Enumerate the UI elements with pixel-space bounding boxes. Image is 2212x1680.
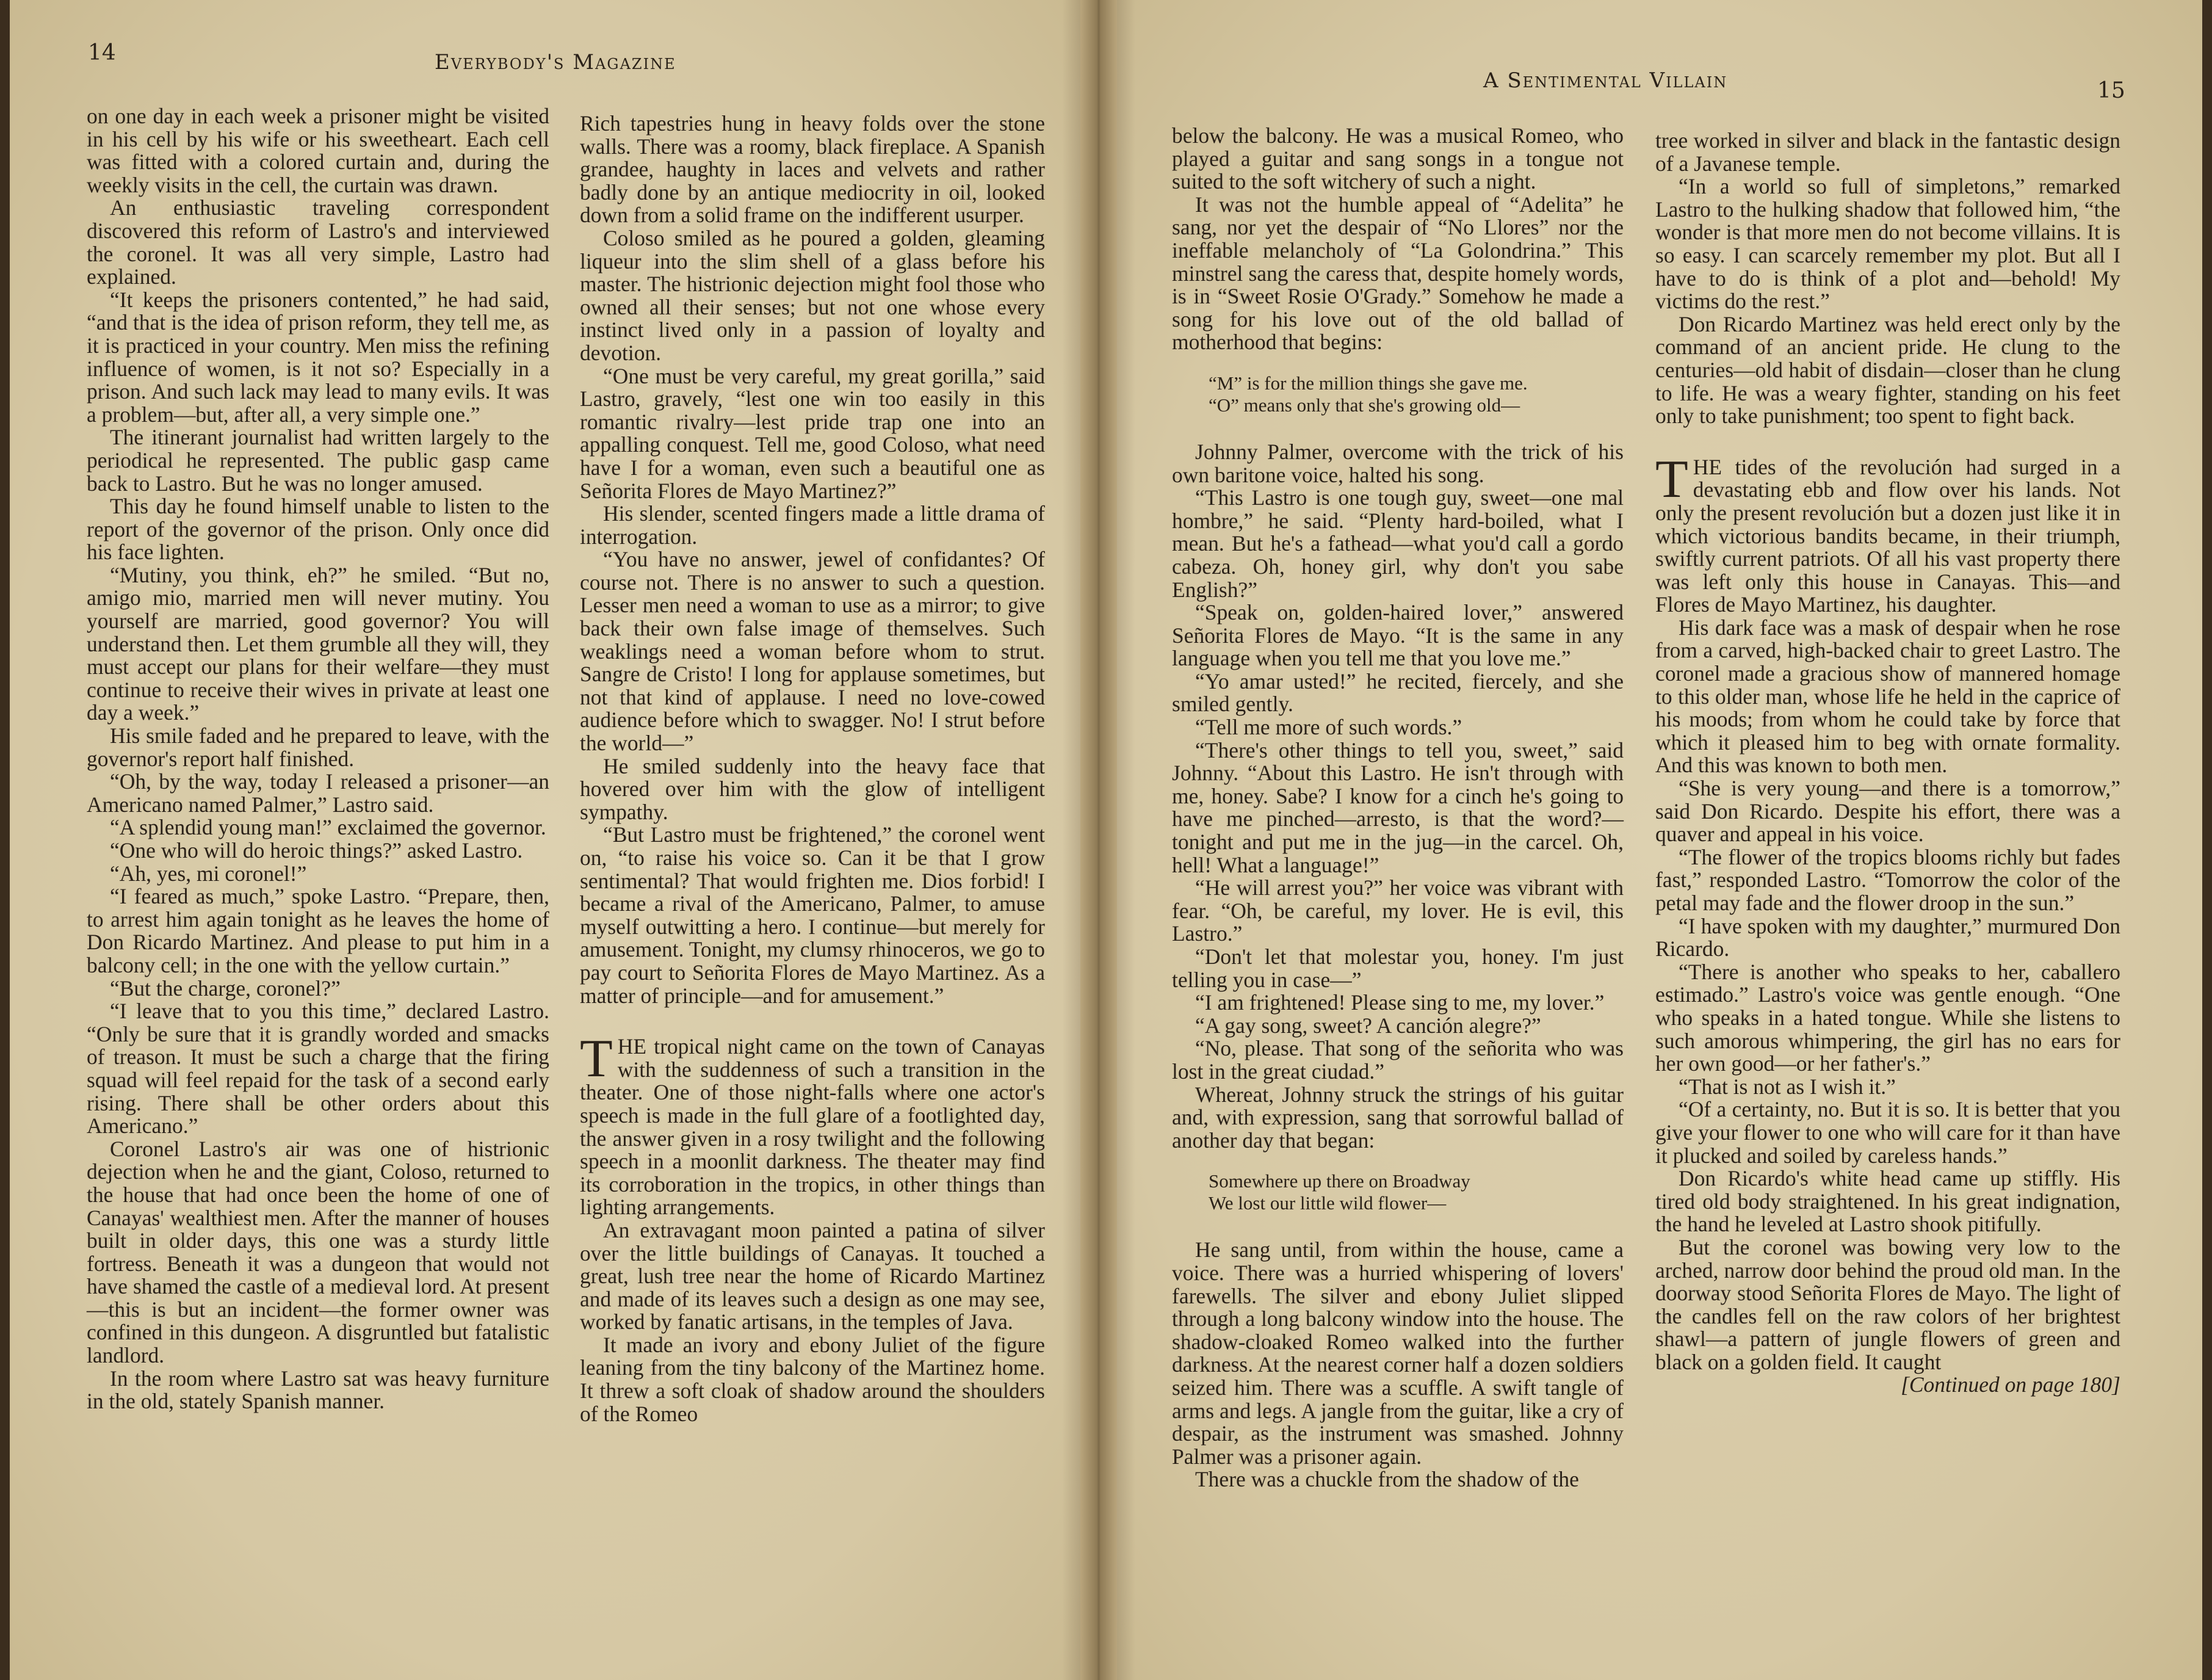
paragraph: “I feared as much,” spoke Lastro. “Prepare, then, to arrest him again tonight as he leaves the home of Don Ricardo Martinez. And please to put him in a balcony cell; in the one with the yellow curtain.” [87,884,549,977]
paragraph: The itinerant journalist had written largely to the periodical he represented. The public gasp came back to Lastro. But he was no longer amused. [87,425,549,496]
right-column-1 [1172,125,1624,1491]
paragraph: But the coronel was bowing very low to the arched, narrow door behind the proud old man. In the doorway stood Señorita Flores de Mayo. The light of the candles fell on the raw colors of her brightest shawl—a pattern of jungle flowers of green and black on a golden field. It caught [1655,1234,2120,1374]
section-text: HE tropical night came on the town of Canayas with the suddenness of such a transition in the theater. One of those night-falls where one actor's speech is made in the full glare of a footlighted day, the answer given in a rosy twilight and the following speech in a moonlit darkness. The theater may find its corroboration in the tropics, in other things than lighting arrangements. [580,1034,1045,1220]
verse-quote [1209,1170,1624,1214]
paragraph: Don Ricardo's white head came up stiffly. His tired old body straightened. In his great indignation, the hand he leveled at Lastro shook pitifully. [1655,1166,2120,1237]
paragraph: “In a world so full of simpletons,” remarked Lastro to the hulking shadow that followed him, “the wonder is that more men do not become villains. It is so easy. I can scarcely remember my plot. But all I have to do is think of a plot and—behold! My victims do the rest.” [1655,174,2120,314]
drop-cap: T [580,1029,613,1089]
paragraph: “One must be very careful, my great gorilla,” said Lastro, gravely, “lest one win too easily in this romantic rivalry—lest pride trap one into an appalling conquest. Tell me, good Coloso, what need have I for a woman, even such a beautiful one as Señorita Flores de Mayo Martinez?” [580,363,1045,503]
paragraph: “There's other things to tell you, sweet,” said Johnny. “About this Lastro. He isn't through with me, honey. Sabe? I know for a cinch he's going to have me pinched—arresto, is that the word?—tonight and put me in the jug—in the carcel. Oh, hell! What a language!” [1172,737,1624,877]
left-page [0,0,1099,1680]
paragraph: Coloso smiled as he poured a golden, gleaming liqueur into the slim shell of a glass before his master. The histrionic dejection might fool those who owned all their senses; but not one whose every instinct lived only in a passion of loyalty and devotion. [580,225,1045,365]
left-column-2 [580,112,1045,1425]
paragraph: He sang until, from within the house, came a voice. There was a hurried whispering of lovers' farewells. The silver and ebony Juliet slipped through a long balcony window into the house. The shadow-cloaked Romeo walked into the further darkness. At the nearest corner half a dozen soldiers seized him. There was a scuffle. A swift tangle of arms and legs. A jangle from the guitar, like a cry of despair, as the instrument was smashed. Johnny Palmer was a prisoner again. [1172,1237,1624,1469]
paragraph: “You have no answer, jewel of confidantes? Of course not. There is no answer to such a question. Lesser men need a woman to use as a mirror; to give back their own false image of themselves. Such weaklings need a woman before whom to strut. Sangre de Cristo! I long for applause sometimes, but not that kind of applause. I need no love-cowed audience before which to swagger. No! I strut before the world—” [580,547,1045,756]
paragraph: “This Lastro is one tough guy, sweet—one mal hombre,” he said. “Plenty hard-boiled, what I mean. But he's a fathead—what you'd call a gordo cabeza. Oh, honey girl, why don't you sabe English?” [1172,485,1624,602]
paragraph: “No, please. That song of the señorita who was lost in the great ciudad.” [1172,1036,1624,1084]
paragraph: His smile faded and he prepared to leave, with the governor's report half finished. [87,723,549,771]
paragraph: “Mutiny, you think, eh?” he smiled. “But no, amigo mio, married men will never mutiny. You yourself are married, good governor? You will understand then. Let them grumble all they will, they must accept our plans for their welfare—they must continue to receive their wives in private at least one day a week.” [87,562,549,725]
paragraph: There was a chuckle from the shadow of the [1195,1467,1579,1492]
left-column-1 [87,105,549,1413]
paragraph: “Yo amar usted!” he recited, fiercely, and she smiled gently. [1172,668,1624,717]
paragraph: “Speak on, golden-haired lover,” answered Señorita Flores de Mayo. “It is the same in any language when you tell me that you love me.” [1172,600,1624,671]
paragraph: An enthusiastic traveling correspondent discovered this reform of Lastro's and interviewed the coronel. It was all very simple, Lastro had explained. [87,195,549,289]
paragraph: tree worked in silver and black in the fantastic design of a Javanese temple. [1655,128,2120,176]
paragraph: below the balcony. He was a musical Romeo, who played a guitar and sang songs in a tongue not suited to the soft witchery of such a night. [1172,123,1624,194]
verse-line: Somewhere up there on Broadway [1209,1170,1470,1192]
paragraph: In the room where Lastro sat was heavy furniture in the old, stately Spanish manner. [87,1366,549,1414]
paragraph: An extravagant moon painted a patina of silver over the little buildings of Canayas. It touched a great, lush tree near the home of Ricardo Martinez and made of its leaves such a design as one may see, worked by fanatic artisans, in the temples of Java. [580,1217,1045,1334]
paragraph: “A splendid young man!” exclaimed the governor. [110,815,546,840]
section-opening-paragraph [1655,449,2120,617]
paragraph: “It keeps the prisoners contented,” he had said, “and that is the idea of prison reform, they tell me, as it is practiced in your country. Men miss the refining influence of women, is it not so? Especially in a prison. And such lack may lead to many evils. It was a problem—but, after all, a very simple one.” [87,287,549,427]
section-opening-paragraph [580,1029,1045,1220]
paragraph: His slender, scented fingers made a little drama of interrogation. [580,501,1045,549]
paragraph: “I leave that to you this time,” declared Lastro. “Only be sure that it is grandly worded and smacks of treason. It must be such a charge that the firing squad will feel repaid for the task of a second early rising. There shall be other orders about this Americano.” [87,999,549,1139]
page-number-right: 15 [2097,78,2125,103]
verse-line: We lost our little wild flower— [1209,1192,1447,1214]
book-spine [1080,0,1117,1680]
verse-line: “M” is for the million things she gave me. [1209,372,1528,394]
paragraph: It was not the humble appeal of “Adelita” he sang, nor yet the despair of “No Llores” nor the ineffable melancholy of “La Golondrina.” This minstrel sang the caress that, despite homely words, is in “Sweet Rosie O'Grady.” Somehow he made a song for his love out of the old ballad of motherhood that begins: [1172,192,1624,355]
paragraph: This day he found himself unable to listen to the report of the governor of the prison. Only once did his face lighten. [87,494,549,565]
paragraph: Rich tapestries hung in heavy folds over the stone walls. There was a roomy, black fireplace. A Spanish grandee, haughty in laces and velvets and rather badly done by an antique mediocrity in oil, looked down from a solid frame on the indifferent usurper. [580,111,1045,228]
paragraph: “There is another who speaks to her, caballero estimado.” Lastro's voice was gentle enough. “One who speaks in a hated tongue. While she listens to such amorous whimpering, the girl has no ears for her own good—or her father's.” [1655,959,2120,1076]
continued-note: [Continued on page 180] [1901,1372,2120,1397]
paragraph: on one day in each week a prisoner might be visited in his cell by his wife or his sweetheart. Each cell was fitted with a colored curtain and, during the weekly visits in the cell, the curtain was drawn. [87,104,549,197]
verse-line: “O” means only that she's growing old— [1209,394,1520,416]
paragraph: “Oh, by the way, today I released a prisoner—an Americano named Palmer,” Lastro said. [87,769,549,817]
section-text: HE tides of the revolución had surged in a devastating ebb and flow over his lands. Not only the present revolución but a dozen just like it in which victorious bandits became, in their triumph, swiftly current patriots. Of all his vast property there was left only this house in Canayas. This—and Flores de Mayo Martinez, his daughter. [1655,454,2120,617]
paragraph: “Don't let that molestar you, honey. I'm just telling you in case—” [1172,944,1624,992]
right-page [1099,0,2212,1680]
paragraph: He smiled suddenly into the heavy face that hovered over him with the glow of intelligent sympathy. [580,753,1045,824]
paragraph: “One who will do heroic things?” asked Lastro. [110,838,523,863]
paragraph: Whereat, Johnny struck the strings of his guitar and, with expression, sang that sorrowful ballad of another day that began: [1172,1082,1624,1153]
paragraph: “Ah, yes, mi coronel!” [110,861,307,886]
paragraph: “Tell me more of such words.” [1195,715,1462,740]
paragraph: “He will arrest you?” her voice was vibrant with fear. “Oh, be careful, my lover. He is evil, this Lastro.” [1172,875,1624,946]
running-head-left: Everybody's Magazine [435,50,676,74]
paragraph: “The flower of the tropics blooms richly but fades fast,” responded Lastro. “Tomorrow the color of the petal may fade and the flower droop in the sun.” [1655,844,2120,915]
right-column-2 [1655,129,2120,1397]
paragraph: “That is not as I wish it.” [1679,1074,1896,1099]
paragraph: It made an ivory and ebony Juliet of the figure leaning from the tiny balcony of the Martinez home. It threw a soft cloak of shadow around the shoulders of the Romeo [580,1332,1045,1426]
running-head-right: A Sentimental Villain [1483,68,1728,93]
paragraph: His dark face was a mask of despair when he rose from a carved, high-backed chair to greet Lastro. The coronel made a gracious show of mannered homage to this older man, whose life he held in the caprice of his moods; from whom he could take by force that which it pleased him to beg with ornate formality. And this was known to both men. [1655,615,2120,778]
paragraph: “A gay song, sweet? A canción alegre?” [1195,1013,1541,1038]
page-number-left: 14 [88,40,116,65]
paragraph: “I have spoken with my daughter,” murmured Don Ricardo. [1655,913,2120,961]
drop-cap: T [1655,449,1688,509]
paragraph: “She is very young—and there is a tomorrow,” said Don Ricardo. Despite his effort, there was a quaver and appeal in his voice. [1655,776,2120,847]
paragraph: Coronel Lastro's air was one of histrionic dejection when he and the giant, Coloso, returned to the house that had once been the home of one of Canayas' wealthiest men. After the manner of houses built in older days, this one was a sturdy little fortress. Beneath it was a dungeon that would not have shamed the castle of a medieval lord. At present—this is but an incident—the former owner was confined in this dungeon. A disgruntled but fatalistic landlord. [87,1136,549,1368]
paragraph: “But the charge, coronel?” [110,976,341,1001]
paragraph: Johnny Palmer, overcome with the trick of his own baritone voice, halted his song. [1172,439,1624,487]
verse-quote [1209,372,1624,416]
paragraph: Don Ricardo Martinez was held erect only by the command of an ancient pride. He clung to the centuries—old habit of disdain—closer than he clung to life. He was a weary fighter, standing on his feet only to take punishment; too spent to fight back. [1655,311,2120,429]
paragraph: “But Lastro must be frightened,” the coronel went on, “to raise his voice so. Can it be that I grow sentimental? That would frighten me. Dios forbid! I became a rival of the Americano, Palmer, to amuse myself outwitting a hero. I continue—but merely for amusement. Tonight, my clumsy rhinoceros, we go to pay court to Señorita Flores de Mayo Martinez. As a matter of principle—and for amusement.” [580,822,1045,1008]
paragraph: “Of a certainty, no. But it is so. It is better that you give your flower to one who will care for it than have it plucked and soiled by careless hands.” [1655,1097,2120,1168]
paragraph: “I am frightened! Please sing to me, my lover.” [1195,990,1605,1015]
left-edge [0,0,10,1680]
right-edge [2202,0,2212,1680]
